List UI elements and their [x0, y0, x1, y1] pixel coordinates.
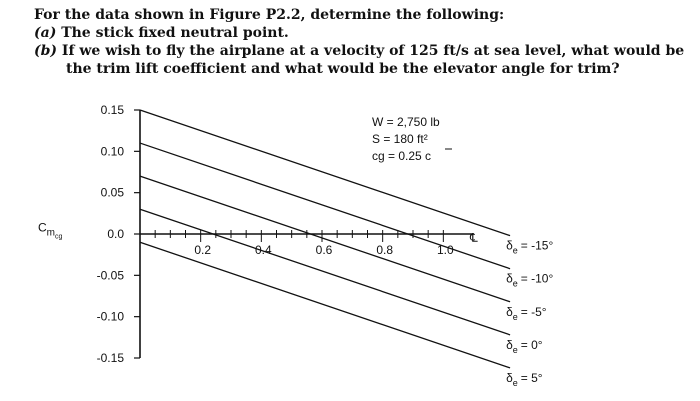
- x-tick-label: 0.8: [376, 243, 394, 257]
- x-tick-label: 1.0: [436, 243, 454, 257]
- series-line: [140, 110, 510, 236]
- series-line: [140, 242, 510, 368]
- y-tick-label: -0.05: [96, 268, 124, 283]
- part-b-continued: the trim lift coefficient and what would be the elevator angle for trim?: [66, 61, 620, 77]
- chart-axes: [134, 110, 474, 358]
- problem-intro: For the data shown in Figure P2.2, determine the following:: [34, 7, 505, 23]
- series-label: $\delta_e = -15^\circ$: [506, 238, 554, 256]
- series-label: $\delta_e = -10^\circ$: [506, 271, 554, 289]
- weight-annotation: W = 2,750 lb: [372, 115, 440, 129]
- part-a-label: (a): [34, 25, 57, 41]
- series-line: [140, 176, 510, 302]
- y-tick-label: -0.10: [96, 309, 124, 324]
- y-tick-label: -0.15: [96, 351, 124, 365]
- y-tick-label: 0.0: [107, 227, 124, 241]
- y-tick-label: 0.05: [100, 185, 124, 200]
- chart-labels: [97, 103, 554, 388]
- y-tick-label: 0.15: [100, 103, 124, 117]
- x-tick-label: 0.6: [315, 243, 333, 257]
- part-b-label: (b): [34, 43, 58, 59]
- x-tick-label: 0.4: [254, 243, 272, 257]
- chart-series: [140, 110, 510, 368]
- y-axis-label: $C_{mcg}$: [38, 220, 63, 241]
- series-label: $\delta_e = 0^\circ$: [506, 337, 543, 355]
- cg-annotation: cg = 0.25 c: [372, 149, 432, 163]
- area-annotation: S = 180 ft²: [372, 132, 428, 146]
- series-label: $\delta_e = 5^\circ$: [506, 370, 543, 388]
- part-a-text: The stick fixed neutral point.: [61, 25, 289, 41]
- y-tick-label: 0.10: [100, 144, 124, 159]
- lift-coefficient-symbol: ℄: [470, 231, 478, 245]
- series-label: $\delta_e = -5^\circ$: [506, 304, 547, 322]
- series-line: [140, 209, 510, 335]
- x-tick-label: 0.2: [194, 243, 212, 257]
- part-b-text-1: If we wish to fly the airplane at a velocity of 125 ft/s at sea level, what would be: [61, 43, 685, 59]
